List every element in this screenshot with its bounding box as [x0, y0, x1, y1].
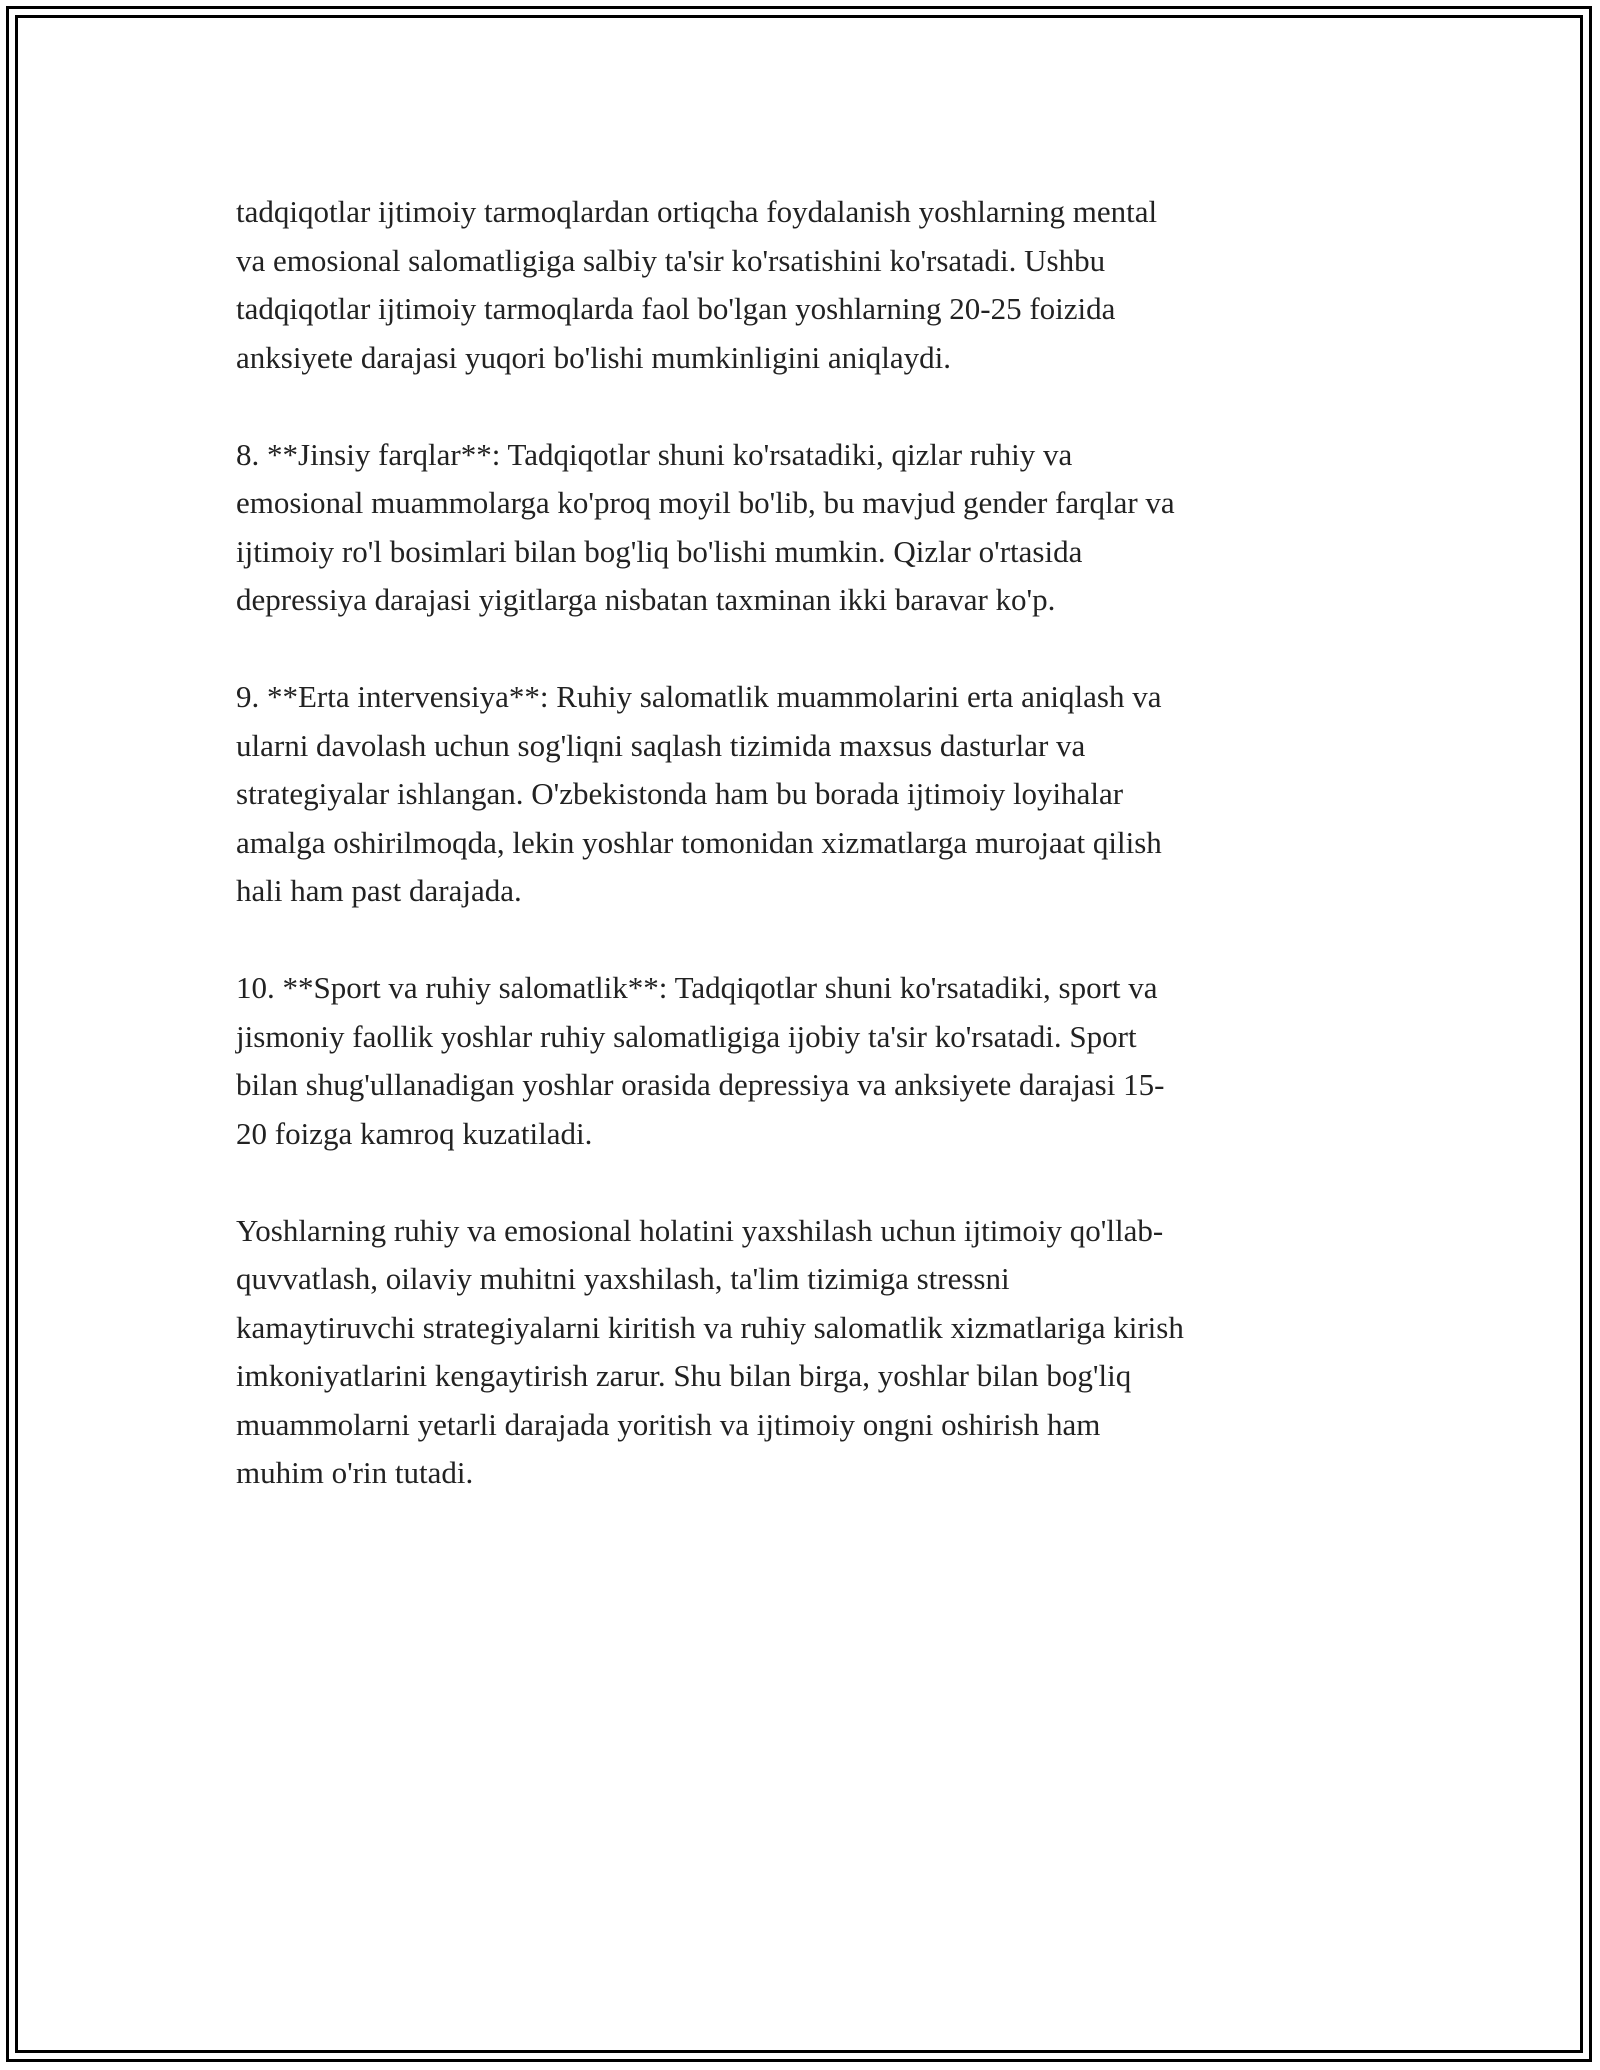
- paragraph-gender-differences: 8. **Jinsiy farqlar**: Tadqiqotlar shuni ko'rsatadiki, qizlar ruhiy va emosional muammolarga ko'proq moyil bo'lib, bu mavjud gender farqlar va ijtimoiy ro'l bosimlari bilan bog'liq bo'lishi mumkin. Qizlar o'rtasida depressiya darajasi yigitlarga nisbatan taxminan ikki baravar ko'p.: [236, 436, 1175, 617]
- paragraph-sport-mental-health: 10. **Sport va ruhiy salomatlik**: Tadqiqotlar shuni ko'rsatadiki, sport va jismoniy faollik yoshlar ruhiy salomatligiga ijobiy ta'sir ko'rsatadi. Sport bilan shug'ullanadigan yoshlar orasida depressiya va anksiyete darajasi 15- 20 foizga kamroq kuzatiladi.: [236, 970, 1165, 1151]
- paragraph-early-intervention: 9. **Erta intervensiya**: Ruhiy salomatlik muammolarini erta aniqlash va ularni davolash uchun sog'liqni saqlash tizimida maxsus dasturlar va strategiyalar ishlangan. O'zbekistonda ham bu borada ijtimoiy loyihalar amalga oshirilmoqda, lekin yoshlar tomonidan xizmatlarga murojaat qilish hali ham past darajada.: [236, 679, 1162, 908]
- paragraph-social-media-research: tadqiqotlar ijtimoiy tarmoqlardan ortiqcha foydalanish yoshlarning mental va emosional salomatligiga salbiy ta'sir ko'rsatishini ko'rsatadi. Ushbu tadqiqotlar ijtimoiy tarmoqlarda faol bo'lgan yoshlarning 20-25 foizida anksiyete darajasi yuqori bo'lishi mumkinligini aniqlaydi.: [236, 194, 1158, 375]
- document-body: [236, 188, 1356, 1546]
- paragraph-conclusion: Yoshlarning ruhiy va emosional holatini yaxshilash uchun ijtimoiy qo'llab- quvvatlash, oilaviy muhitni yaxshilash, ta'lim tizimiga stressni kamaytiruvchi strategiyalarni kiritish va ruhiy salomatlik xizmatlariga kirish imkoniyatlarini kengaytirish zarur. Shu bilan birga, yoshlar bilan bog'liq muammolarni yetarli darajada yoritish va ijtimoiy ongni oshirish ham muhim o'rin tutadi.: [236, 1212, 1184, 1490]
